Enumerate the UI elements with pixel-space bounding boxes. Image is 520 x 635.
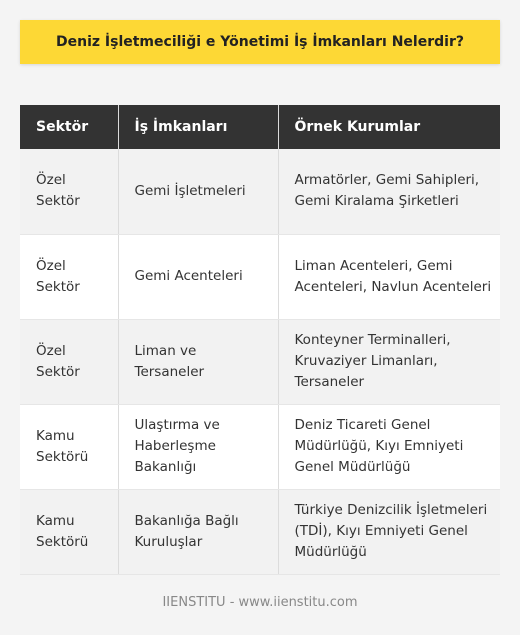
table-row — [20, 404, 500, 489]
cell-institutions: Konteyner Terminalleri, Kruvaziyer Limanları, Tersaneler — [278, 319, 500, 404]
cell-institutions: Türkiye Denizcilik İşletmeleri (TDİ), Kıyı Emniyeti Genel Müdürlüğü — [278, 489, 500, 574]
cell-opportunity: Ulaştırma ve Haberleşme Bakanlığı — [118, 404, 278, 489]
cell-institutions: Armatörler, Gemi Sahipleri, Gemi Kiralama Şirketleri — [278, 149, 500, 234]
title-banner — [20, 20, 500, 64]
table-row — [20, 319, 500, 404]
cell-opportunity: Gemi İşletmeleri — [118, 149, 278, 234]
cell-sector: Kamu Sektörü — [20, 489, 118, 574]
footer-credit: IIENSTITU - www.iienstitu.com — [162, 595, 358, 610]
cell-institutions: Liman Acenteleri, Gemi Acenteleri, Navlun Acenteleri — [278, 234, 500, 319]
cell-sector: Özel Sektör — [20, 149, 118, 234]
cell-institutions: Deniz Ticareti Genel Müdürlüğü, Kıyı Emniyeti Genel Müdürlüğü — [278, 404, 500, 489]
table-row — [20, 489, 500, 574]
column-header-opportunities: İş İmkanları — [118, 105, 278, 149]
cell-sector: Özel Sektör — [20, 234, 118, 319]
column-header-institutions: Örnek Kurumlar — [278, 105, 500, 149]
cell-sector: Özel Sektör — [20, 319, 118, 404]
page-title: Deniz İşletmeciliği e Yönetimi İş İmkanları Nelerdir? — [56, 34, 464, 50]
table-header-row — [20, 105, 500, 149]
cell-opportunity: Bakanlığa Bağlı Kuruluşlar — [118, 489, 278, 574]
cell-sector: Kamu Sektörü — [20, 404, 118, 489]
column-header-sector: Sektör — [20, 105, 118, 149]
cell-opportunity: Liman ve Tersaneler — [118, 319, 278, 404]
table-row — [20, 149, 500, 234]
cell-opportunity: Gemi Acenteleri — [118, 234, 278, 319]
job-opportunities-table — [20, 105, 500, 575]
table-row — [20, 234, 500, 319]
